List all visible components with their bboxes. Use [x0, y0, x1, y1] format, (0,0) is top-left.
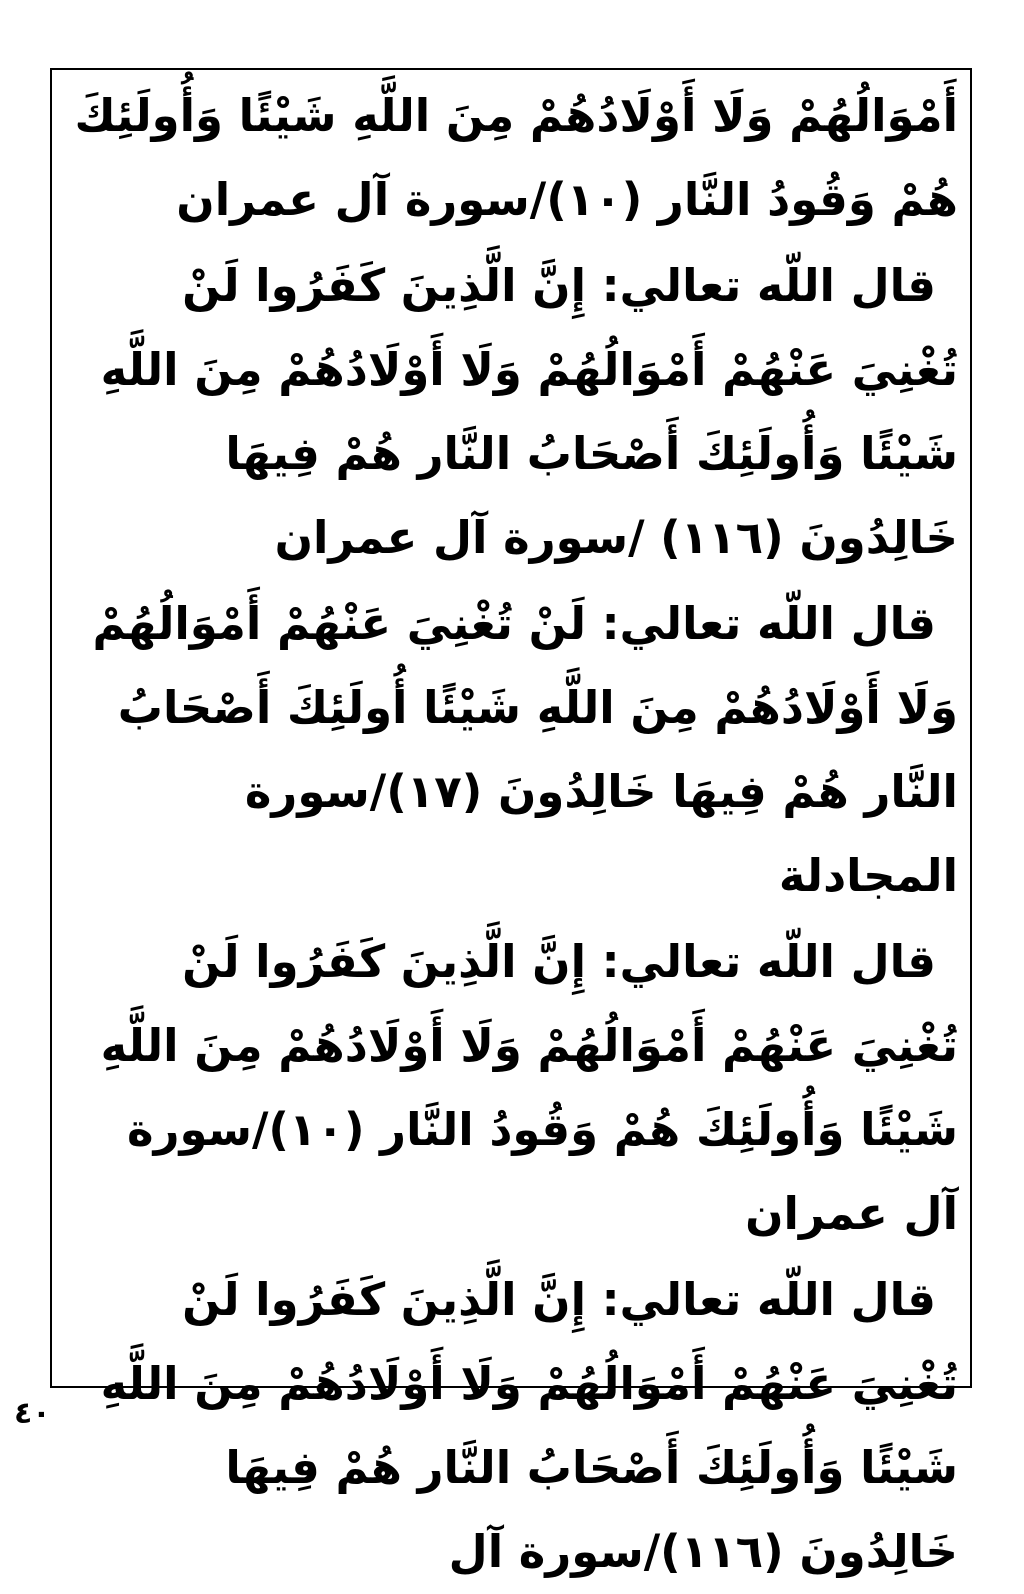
paragraph-5: قال اللّه تعالي: إِنَّ الَّذِينَ كَفَرُوا لَنْ تُغْنِيَ عَنْهُمْ أَمْوَالُهُمْ وَلَا أَوْلَادُهُمْ مِنَ اللَّهِ شَيْئًا وَأُولَئِكَ أَصْحَابُ النَّار هُمْ فِيهَا خَالِدُونَ (١١٦)/سورة آل — [100, 1273, 958, 1578]
page-frame — [50, 68, 972, 1578]
paragraph-1: أَمْوَالُهُمْ وَلَا أَوْلَادُهُمْ مِنَ اللَّهِ شَيْئًا وَأُولَئِكَ هُمْ وَقُودُ النَّار (١٠)/سورة آل عمران — [74, 89, 958, 226]
paragraph-4: قال اللّه تعالي: إِنَّ الَّذِينَ كَفَرُوا لَنْ تُغْنِيَ عَنْهُمْ أَمْوَالُهُمْ وَلَا أَوْلَادُهُمْ مِنَ اللَّهِ شَيْئًا وَأُولَئِكَ هُمْ وَقُودُ النَّار (١٠)/سورة آل عمران — [100, 935, 958, 1240]
paragraph-3: قال اللّه تعالي: لَنْ تُغْنِيَ عَنْهُمْ أَمْوَالُهُمْ وَلَا أَوْلَادُهُمْ مِنَ اللَّهِ شَيْئًا أُولَئِكَ أَصْحَابُ النَّار هُمْ فِيهَا خَالِدُونَ (١٧)/سورة المجادلة — [92, 597, 958, 902]
text-body — [52, 74, 970, 1594]
paragraph-2: قال اللّه تعالي: إِنَّ الَّذِينَ كَفَرُوا لَنْ تُغْنِيَ عَنْهُمْ أَمْوَالُهُمْ وَلَا أَوْلَادُهُمْ مِنَ اللَّهِ شَيْئًا وَأُولَئِكَ أَصْحَابُ النَّار هُمْ فِيهَا خَالِدُونَ (١١٦) /سورة آل عمران — [100, 259, 958, 564]
page-number: ٤٠ — [14, 1396, 51, 1431]
